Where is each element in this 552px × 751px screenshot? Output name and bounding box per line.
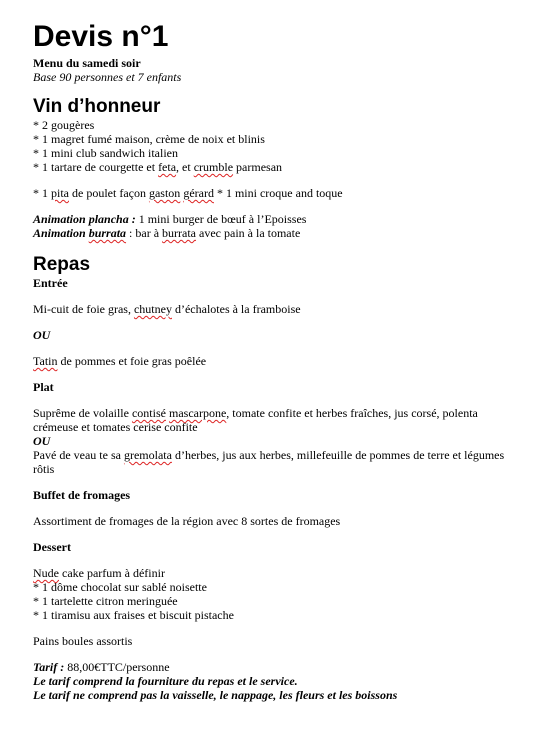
price-note-included: Le tarif comprend la fourniture du repas et le service. (33, 674, 298, 688)
buffet-text: Assortiment de fromages de la région avec 8 sortes de fromages (33, 514, 341, 528)
animation-burrata (33, 226, 523, 240)
or-separator: OU (33, 434, 51, 448)
text-run: : bar à (126, 226, 163, 240)
entree-option-2 (33, 354, 523, 368)
misspelled-word: burrata (88, 226, 127, 240)
misspelled-word: pita (51, 186, 69, 200)
vin-list (33, 118, 523, 174)
misspelled-word: gremolata (123, 448, 172, 462)
course-label-buffet: Buffet de fromages (33, 488, 131, 502)
misspelled-word: Tatin (33, 354, 58, 368)
text-run: * 1 mini croque and toque (213, 186, 343, 200)
misspelled-word: mascarpone (168, 406, 227, 420)
misspelled-word: gaston (148, 186, 181, 200)
plat-option-1 (33, 406, 523, 434)
text-run: de poulet façon (69, 186, 149, 200)
bread-text: Pains boules assortis (33, 634, 133, 648)
text-run: de pommes et foie gras poêlée (57, 354, 207, 368)
label: Animation (33, 226, 89, 240)
or-separator: OU (33, 328, 51, 342)
course-label-dessert: Dessert (33, 540, 71, 554)
text-run: * 1 tartare de courgette et (33, 160, 159, 174)
misspelled-word: Nude (33, 566, 59, 580)
animation-plancha (33, 212, 523, 226)
text-run: Suprême de volaille (33, 406, 132, 420)
price-line (33, 660, 523, 674)
misspelled-word: crumble (193, 160, 234, 174)
misspelled-word: feta (158, 160, 177, 174)
plat-option-2 (33, 448, 523, 476)
menu-subtitle: Menu du samedi soir (33, 56, 141, 70)
misspelled-word: burrata (162, 226, 197, 240)
list-item: * 2 gougères (33, 118, 95, 132)
misspelled-word: chutney (133, 302, 172, 316)
text-run: Mi-cuit de foie gras, (33, 302, 134, 316)
section-heading-vin: Vin d’honneur (33, 96, 161, 117)
list-item-pita (33, 186, 523, 200)
guest-count: Base 90 personnes et 7 enfants (33, 70, 182, 84)
text-run: avec pain à la tomate (196, 226, 301, 240)
list-item: * 1 mini club sandwich italien (33, 146, 178, 160)
document-page (33, 20, 523, 702)
price-note-excluded: Le tarif ne comprend pas la vaisselle, le nappage, les fleurs et les boissons (33, 688, 398, 702)
misspelled-word: contisé (131, 406, 166, 420)
text-run: parmesan (233, 160, 283, 174)
label: Animation plancha : (33, 212, 136, 226)
text-run: , tomate confite et herbes fraîches, jus corsé, polenta crémeuse et tomates cerise confite (33, 406, 478, 434)
text-run: d’herbes, jus aux herbes, millefeuille de pommes de terre et légumes rôtis (33, 448, 505, 476)
list-item (33, 160, 523, 174)
dessert-nude-cake (33, 566, 523, 580)
misspelled-word: gérard (183, 186, 214, 200)
entree-option-1 (33, 302, 523, 316)
label: Tarif : (33, 660, 65, 674)
list-item: * 1 dôme chocolat sur sablé noisette (33, 580, 207, 594)
text-run: , et (176, 160, 194, 174)
list-item: * 1 tiramisu aux fraises et biscuit pistache (33, 608, 234, 622)
course-label-plat: Plat (33, 380, 54, 394)
text-run: d’échalotes à la framboise (171, 302, 301, 316)
text-run: * 1 (33, 186, 51, 200)
section-heading-repas: Repas (33, 254, 91, 275)
price-value: 88,00€TTC/personne (64, 660, 170, 674)
list-item: * 1 magret fumé maison, crème de noix et blinis (33, 132, 265, 146)
text-run: 1 mini burger de bœuf à l’Epoisses (135, 212, 307, 226)
text-run: cake parfum à définir (59, 566, 165, 580)
page-title: Devis n°1 (33, 20, 169, 53)
list-item: * 1 tartelette citron meringuée (33, 594, 178, 608)
text-run: Pavé de veau te sa (33, 448, 124, 462)
course-label-entree: Entrée (33, 276, 68, 290)
